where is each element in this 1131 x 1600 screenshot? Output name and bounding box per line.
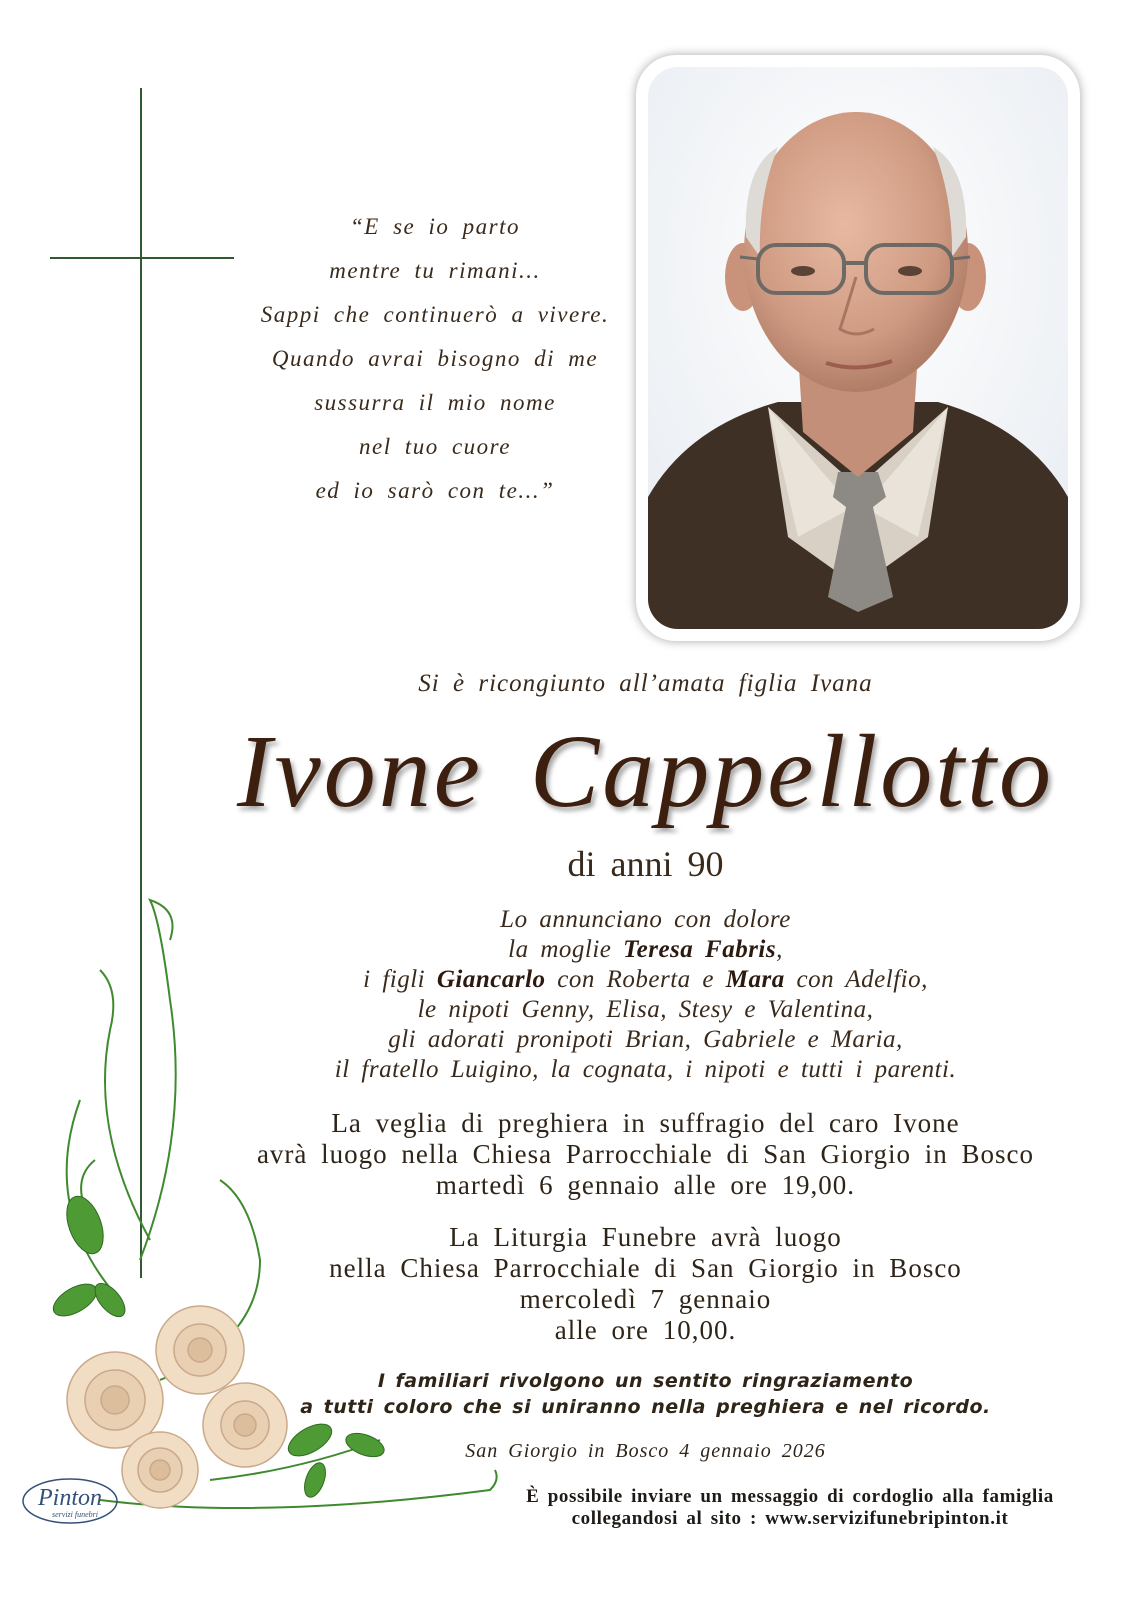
deceased-name: Ivone Cappellotto (236, 714, 1055, 829)
announcement-line: gli adorati pronipoti Brian, Gabriele e Maria, (388, 1026, 903, 1053)
website-line: È possibile inviare un messaggio di cordoglio alla famiglia (526, 1486, 1054, 1507)
announcement-text: , (776, 936, 783, 963)
vigil-line: martedì 6 gennaio alle ore 19,00. (435, 1170, 856, 1200)
announcement-line: il fratello Luigino, la cognata, i nipoti e tutti i parenti. (334, 1056, 957, 1083)
deceased-portrait-photo (648, 67, 1068, 629)
son-name: Giancarlo (436, 966, 546, 993)
quote-line: sussurra il mio nome (314, 390, 556, 415)
pinton-logo (20, 1475, 120, 1530)
quote-line: mentre tu rimani... (329, 258, 541, 283)
quote-line: Sappi che continuerò a vivere. (260, 302, 610, 327)
vigil-line: La veglia di preghiera in suffragio del caro Ivone (331, 1108, 960, 1138)
website-url-line[interactable]: collegandosi al sito : www.servizifunebripinton.it (571, 1508, 1009, 1529)
announcement-line: le nipoti Genny, Elisa, Stesy e Valentina, (417, 996, 874, 1023)
portrait-illustration (648, 67, 1068, 629)
subtitle-reunited: Si è ricongiunto all’amata figlia Ivana (418, 670, 873, 697)
announcement-line: Lo annunciano con dolore (500, 906, 791, 933)
announcement-text: la moglie (508, 936, 624, 963)
vigil-line: avrà luogo nella Chiesa Parrocchiale di San Giorgio in Bosco (256, 1139, 1035, 1169)
funeral-line: mercoledì 7 gennaio (519, 1284, 772, 1314)
thanks-line: I familiari rivolgono un sentito ringraziamento (377, 1370, 914, 1392)
thanks-line: a tutti coloro che si uniranno nella preghiera e nel ricordo. (300, 1396, 991, 1418)
quote-line: nel tuo cuore (358, 434, 511, 459)
memorial-quote (255, 205, 615, 513)
announcement-text: con Roberta e (545, 966, 726, 993)
daughter-name: Mara (725, 966, 785, 993)
funeral-line: La Liturgia Funebre avrà luogo (449, 1222, 842, 1252)
place-and-date: San Giorgio in Bosco 4 gennaio 2026 (465, 1440, 826, 1462)
quote-line: Quando avrai bisogno di me (271, 346, 599, 371)
svg-text:Pinton: Pinton (38, 1485, 102, 1511)
wife-name: Teresa Fabris (623, 936, 777, 963)
svg-text:servizi funebri: servizi funebri (52, 1510, 98, 1519)
quote-line: ed io sarò con te...” (315, 478, 555, 503)
funeral-line: nella Chiesa Parrocchiale di San Giorgio in Bosco (329, 1253, 962, 1283)
deceased-age: di anni 90 (567, 844, 724, 884)
quote-line: “E se io parto (350, 214, 520, 239)
condolence-website-note (470, 1486, 1110, 1530)
cross-horizontal-bar (50, 257, 234, 259)
funeral-line: alle ore 10,00. (554, 1315, 737, 1345)
announcement-text: con Adelfio, (784, 966, 928, 993)
announcement-text: i figli (363, 966, 437, 993)
